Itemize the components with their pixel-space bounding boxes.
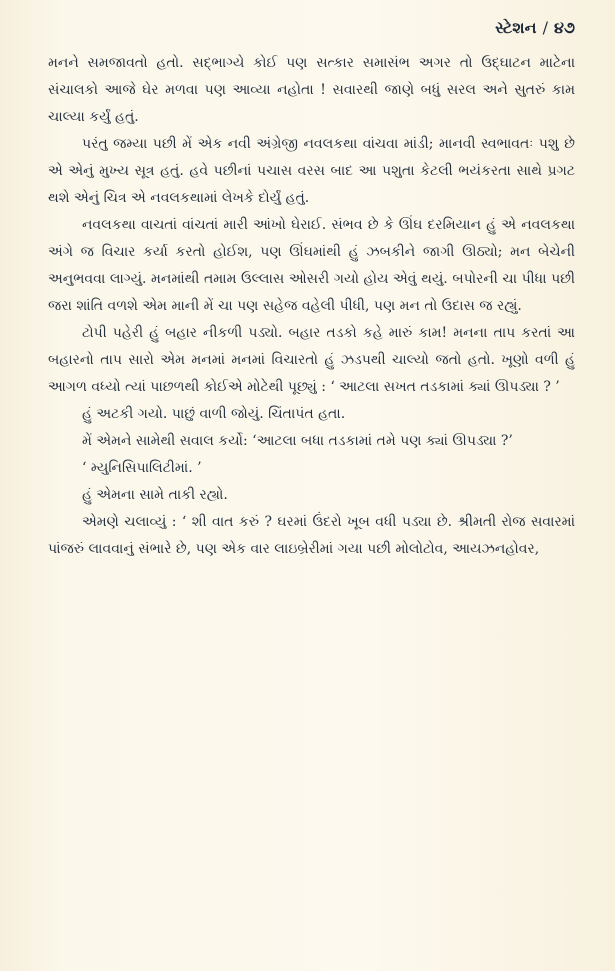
- paragraph-5: હું અટકી ગયો. પાછું વાળી જોયું. ચિંતાપંત હતા.: [82, 406, 346, 422]
- paragraph-6: મેં એમને સામેથી સવાલ કર્યો: ‘આટલા બધા તડકામાં તમે પણ ક્યાં ઊપડ્યા ?’: [82, 433, 513, 449]
- paragraph-7: ‘ મ્યુનિસિપાલિટીમાં. ’: [82, 460, 202, 476]
- paragraph-1: મનને સમજાવતો હતો. સદ્ભાગ્યે કોઈ પણ સત્કાર સમાસંભ અગર તો ઉદ્ઘાટન માટેના સંચાલકો આજે ઘેર મળવા પણ આવ્યા નહોતા ! સવારથી જાણે બધું સરલ અને સુતરું કામ ચાલ્યા કર્યું હતું.: [48, 55, 575, 125]
- page-number: ૪૭: [553, 18, 575, 37]
- header-separator: /: [542, 18, 548, 37]
- chapter-title: સ્ટેશન: [495, 18, 537, 37]
- page-body: [48, 50, 575, 563]
- paragraph-3: નવલકથા વાચતાં વાંચતાં મારી આંખો ઘેરાઈ. સંભવ છે કે ઊંઘ દરમિયાન હું એ નવલકથા અંગે જ વિચાર કર્યા કરતો હોઈશ, પણ ઊંઘમાંથી હું ઝબકીને જાગી ઊઠ્યો; મન બેચેની અનુભવવા લાગ્યું. મનમાંથી તમામ ઉલ્લાસ ઓસરી ગયો હોય એવું થયું. બપોરની ચા પીધા પછી જરા શાંતિ વળશે એમ માની મેં ચા પણ સહેજ વહેલી પીધી, પણ મન તો ઉદાસ જ રહ્યું.: [48, 217, 575, 314]
- paragraph-2: પરંતુ જમ્યા પછી મેં એક નવી અંગ્રેજી નવલકથા વાંચવા માંડી; માનવી સ્વભાવતઃ પશુ છે એ એનું મુખ્ય સૂત્ર હતું. હવે પછીનાં પચાસ વરસ બાદ આ પશુતા કેટલી ભયંકરતા સાથે પ્રગટ થશે એનું ચિત્ર એ નવલકથામાં લેખકે દોર્યું હતું.: [48, 136, 575, 206]
- paragraph-4: ટોપી પહેરી હું બહાર નીકળી પડ્યો. બહાર તડકો કહે મારું કામ! મનના તાપ કરતાં આ બહારનો તાપ સારો એમ મનમાં મનમાં વિચારતો હું ઝડપથી ચાલ્યો જતો હતો. ખૂણો વળી હું આગળ વધ્યો ત્યાં પાછળથી કોઈએ મોટેથી પૂછ્યું : ‘ આટલા સખત તડકામાં ક્યાં ઊપડ્યા ? ’: [48, 325, 575, 395]
- paragraph-8: હું એમના સામે તાકી રહ્યો.: [82, 487, 228, 503]
- paragraph-9: એમણે ચલાવ્યું : ‘ શી વાત કરું ? ઘરમાં ઉંદરો ખૂબ વધી પડ્યા છે. શ્રીમતી રોજ સવારમાં પાંજરું લાવવાનું સંભારે છે, પણ એક વાર લાઇબ્રેરીમાં ગયા પછી મોલોટોવ, આયઝનહોવર,: [48, 514, 575, 557]
- running-head: [48, 16, 575, 40]
